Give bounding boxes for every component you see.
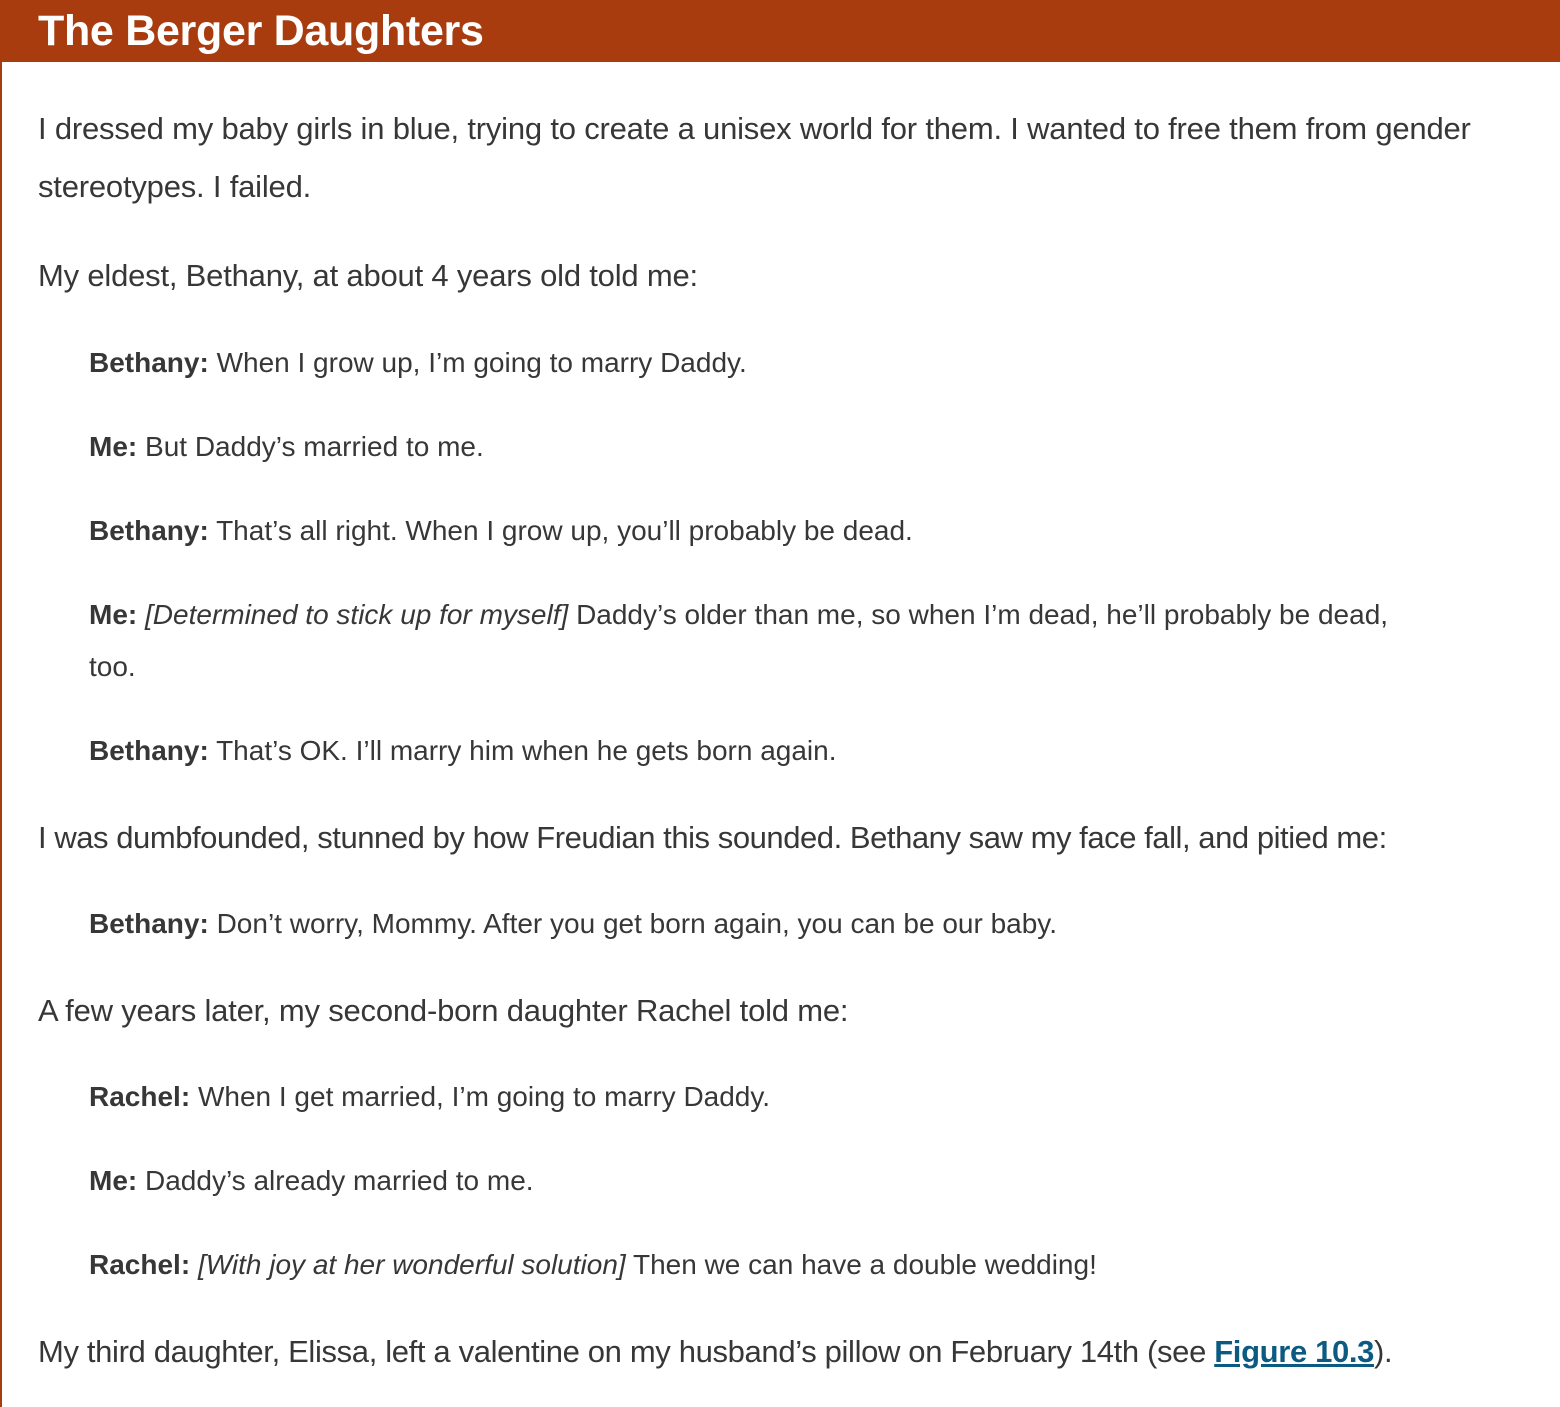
paragraph-text: ). [1374,1334,1393,1369]
dialogue-rachel [89,1071,1554,1291]
speaker-name: Me: [89,1165,138,1196]
textbox-title: The Berger Daughters [38,7,484,55]
dialogue-text: When I grow up, I’m going to marry Daddy. [216,347,747,378]
dialogue-line [89,725,1429,777]
textbox-header [2,0,1560,62]
dialogue-text: But Daddy’s married to me. [145,431,484,462]
dialogue-line [89,898,1429,950]
speaker-name: Bethany: [89,908,209,939]
dialogue-bethany [89,337,1554,777]
dialogue-text: Daddy’s older than me, so when I’m dead, he’ll probably be dead, too. [89,599,1389,682]
dialogue-text: That’s OK. I’ll marry him when he gets born again. [216,735,837,766]
dialogue-text: Don’t worry, Mommy. After you get born again, you can be our baby. [216,908,1057,939]
textbox-body [2,62,1560,1381]
dialogue-line [89,337,1429,389]
speaker-name: Bethany: [89,735,209,766]
paragraph-rachel-intro: A few years later, my second-born daughter Rachel told me: [38,993,849,1028]
stage-direction: [With joy at her wonderful solution] [197,1249,626,1280]
dialogue-bethany-reassure [89,898,1554,950]
dialogue-text: Then we can have a double wedding! [632,1249,1097,1280]
dialogue-line [89,589,1419,693]
dialogue-line [89,505,1429,557]
paragraph-elissa [38,1323,1554,1381]
dialogue-line [89,421,1429,473]
speaker-name: Rachel: [89,1249,191,1280]
dialogue-line [89,1239,1429,1291]
speaker-name: Me: [89,431,138,462]
dialogue-text: When I get married, I’m going to marry Daddy. [197,1081,771,1112]
speaker-name: Rachel: [89,1081,191,1112]
dialogue-line [89,1071,1429,1123]
dialogue-text: That’s all right. When I grow up, you’ll probably be dead. [216,515,913,546]
paragraph-dumbfounded: I was dumbfounded, stunned by how Freudian this sounded. Bethany saw my face fall, and pitied me: [38,820,1387,855]
speaker-name: Bethany: [89,515,209,546]
stage-direction: [Determined to stick up for myself] [145,599,569,630]
figure-link[interactable]: Figure 10.3 [1214,1334,1375,1369]
speaker-name: Bethany: [89,347,209,378]
paragraph-text: My third daughter, Elissa, left a valentine on my husband’s pillow on February 14th (see [38,1334,1215,1369]
speaker-name: Me: [89,599,138,630]
dialogue-text: Daddy’s already married to me. [145,1165,534,1196]
dialogue-line [89,1155,1429,1207]
paragraph-bethany-intro: My eldest, Bethany, at about 4 years old told me: [38,258,698,293]
paragraph-intro: I dressed my baby girls in blue, trying to create a unisex world for them. I wanted to free them from gender stereotypes. I failed. [38,111,1471,204]
